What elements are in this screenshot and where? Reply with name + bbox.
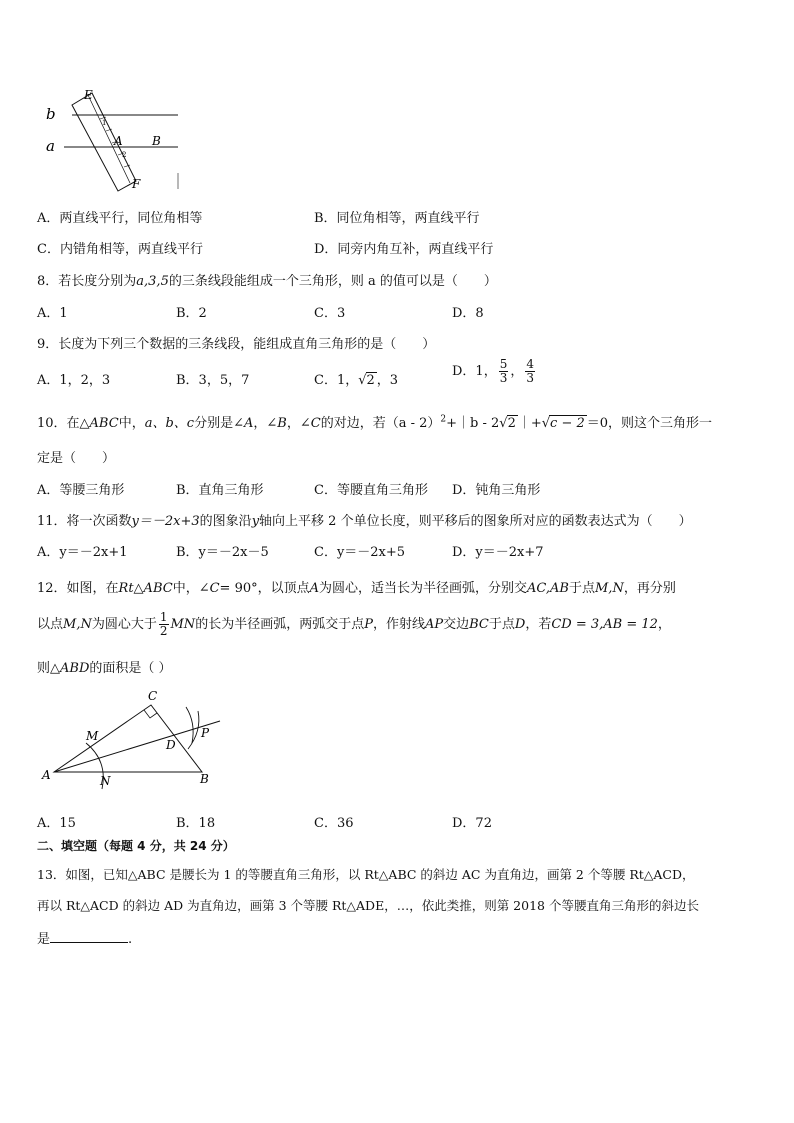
q9-option-d (452, 358, 537, 385)
q10-sup: 2 (440, 414, 447, 425)
q12-rt-abc: Rt△ABC (118, 581, 173, 596)
q9-d-sep: ， (510, 364, 524, 379)
q9-stem: 9．长度为下列三个数据的三条线段，能组成直角三角形的是（ ） (37, 337, 436, 352)
q12-stem-line1 (37, 577, 676, 596)
q9-d-frac2 (525, 358, 535, 385)
q12-t1j: ，再分别 (623, 581, 676, 596)
q9-option-c: C．1，√2 ，3 (314, 373, 399, 388)
q12-given-values: CD = 3,AB = 12 (551, 617, 658, 632)
q12-vertex-a: A (309, 581, 320, 596)
q7-label-b: b (46, 105, 56, 123)
q9-option-b: B．3，5，7 (176, 373, 250, 388)
q7-option-c: C．内错角相等，两直线平行 (37, 242, 203, 257)
q10-text-11: +｜b - 2 (446, 416, 500, 431)
q9-d-frac2-den: 3 (526, 371, 534, 385)
q12-side-bc: BC (469, 617, 489, 632)
q12-point-d: D (514, 617, 526, 632)
q11-function: y＝－2x+3 (131, 514, 200, 529)
q10-option-d: D．钝角三角形 (452, 483, 541, 498)
q10-text-6: ，∠ (253, 416, 278, 431)
q12-ac-ab: AC,AB (527, 581, 569, 596)
q13-line2: 再以 Rt△ACD 的斜边 AD 为直角边，画第 3 个等腰 Rt△ADE，…，依此类推，则第 2018 个等腰直角三角形的斜边长 (37, 898, 699, 913)
q11-text-3: 轴向上平移 2 个单位长度，则平移后的图象所对应的函数表达式为（ ） (259, 514, 692, 529)
q10-text-12: ｜+ (517, 416, 542, 431)
q11-stem (37, 510, 692, 529)
q12-label-M: M (86, 729, 99, 743)
q12-mn-3: MN (170, 617, 196, 632)
q9-d-prefix: D．1， (452, 364, 497, 379)
q12-t1f: 为圆心，适当长为半径画弧，分别交 (319, 581, 528, 596)
q10-text-10: 的对边，若（a - 2） (320, 416, 441, 431)
q13-text-shi: 是 (37, 932, 51, 947)
q7-label-E: E (84, 88, 93, 102)
q12-frac-num: 1 (159, 610, 168, 624)
q7-label-a: a (46, 137, 55, 155)
q12-t2o: ， (657, 617, 671, 632)
q10-stem-line1: 10．在△ABC中，a、b、c分别是∠A，∠B，∠C的对边，若（a - 2）$^2$+｜b - 2√2 ｜+√c − 2 ＝0，则这个三角形一 (37, 414, 713, 431)
q9-c-suffix: ，3 (376, 373, 399, 388)
q12-point-p: P (364, 617, 373, 632)
q11-text-2: 的图象沿 (199, 514, 252, 529)
q12-ray-ap: AP (424, 617, 444, 632)
q11-option-a: A．y＝－2x+1 (37, 545, 128, 560)
q12-half-frac (159, 611, 169, 638)
q12-angle-c: C (209, 581, 220, 596)
q12-t1b: 中，∠ (172, 581, 210, 596)
q7-option-d: D．同旁内角互补，两直线平行 (314, 242, 494, 257)
q10-angle-b: B (277, 416, 287, 431)
q13-line1: 13．如图，已知△ABC 是腰长为 1 的等腰直角三角形，以 Rt△ABC 的斜边 AC 为直角边，画第 2 个等腰 Rt△ACD， (37, 867, 695, 882)
q12-frac-den: 2 (159, 624, 168, 638)
q12-label-A: A (42, 768, 51, 782)
q12-abd: ABD (60, 661, 90, 676)
q12-option-a: A．15 (37, 816, 76, 831)
q8-vars: a,3,5 (136, 274, 169, 289)
q12-stem-line3 (37, 657, 172, 676)
q12-label-B: B (200, 772, 209, 786)
q12-t1a: 12．如图，在 (37, 581, 119, 596)
q10-angle-c: C (310, 416, 321, 431)
q12-option-b: B．18 (176, 816, 216, 831)
q9-d-frac1-num: 5 (499, 357, 508, 371)
q11-axis: y (251, 514, 260, 529)
q12-t2g: ，作射线 (372, 617, 425, 632)
q12-t2k: 于点 (488, 617, 515, 632)
q10-radicand-2: c − 2 (550, 416, 585, 431)
q9-d-frac2-num: 4 (526, 357, 534, 371)
q8-option-d: D．8 (452, 306, 484, 321)
q12-mn-2: M,N (63, 617, 92, 632)
q12-figure (38, 685, 228, 795)
q12-t2m: ，若 (525, 617, 552, 632)
q12-t2c: 为圆心大于 (91, 617, 157, 632)
q7-option-a: A．两直线平行，同位角相等 (37, 211, 203, 226)
q11-option-d: D．y＝－2x+7 (452, 545, 544, 560)
q10-abc: ABC (89, 416, 119, 431)
q10-radicand-1: 2 (507, 416, 516, 431)
q10-text-13: ＝0，则这个三角形一 (586, 416, 713, 431)
q8-option-a: A．1 (37, 306, 68, 321)
q12-mn: M,N (595, 581, 624, 596)
q10-stem-line2: 定是（ ） (37, 451, 116, 466)
q12-t1h: 于点 (568, 581, 595, 596)
q7-label-A: A (114, 134, 123, 148)
answer-blank[interactable] (50, 930, 128, 943)
q12-option-d: D．72 (452, 816, 492, 831)
section-title: 二、填空题（每题 4 分，共 24 分） (37, 839, 235, 853)
q12-stem-line2 (37, 611, 671, 638)
q10-option-b: B．直角三角形 (176, 483, 264, 498)
q12-t3a: 则△ (37, 661, 60, 676)
q12-t1d: = 90°，以顶点 (219, 581, 310, 596)
q7-label-F: F (132, 177, 141, 191)
q12-option-c: C．36 (314, 816, 354, 831)
q7-label-2: 2 (122, 151, 127, 159)
q12-t3c: 的面积是（ ） (89, 661, 172, 676)
q7-option-b: B．同位角相等，两直线平行 (314, 211, 480, 226)
q12-label-N: N (100, 774, 111, 788)
q11-option-c: C．y＝－2x+5 (314, 545, 406, 560)
q12-label-P: P (201, 726, 210, 740)
q13-line3 (37, 928, 132, 947)
q11-text-1: 11．将一次函数 (37, 514, 132, 529)
q9-c-prefix: C．1， (314, 373, 359, 388)
q10-abc-sides: a、b、c (144, 416, 195, 431)
q8-option-b: B．2 (176, 306, 207, 321)
q8-stem (37, 270, 497, 289)
q7-label-B: B (152, 134, 161, 148)
q10-option-c: C．等腰直角三角形 (314, 483, 428, 498)
q10-text-4: 分别是∠ (194, 416, 244, 431)
q9-d-frac1-den: 3 (499, 371, 508, 385)
q10-text-1: 10．在△ (37, 416, 90, 431)
q8-suffix: 的三条线段能组成一个三角形，则 a 的值可以是（ ） (168, 274, 497, 289)
q13-period: . (128, 932, 133, 947)
q12-label-C: C (148, 689, 158, 703)
q12-t2i: 交边 (443, 617, 470, 632)
q10-text-8: ，∠ (286, 416, 311, 431)
q11-option-b: B．y＝－2x－5 (176, 545, 269, 560)
q8-prefix: 8．若长度分别为 (37, 274, 137, 289)
q7-figure (40, 85, 190, 195)
q12-t2e: 的长为半径画弧，两弧交于点 (195, 617, 365, 632)
q9-option-a: A．1，2，3 (37, 373, 111, 388)
q10-text-2: 中， (118, 416, 145, 431)
q9-d-frac1 (499, 358, 509, 385)
q12-t2a: 以点 (37, 617, 64, 632)
q8-option-c: C．3 (314, 306, 346, 321)
q7-label-1: 1 (102, 119, 107, 127)
q10-angle-a: A (243, 416, 254, 431)
q9-c-radicand: 2 (366, 373, 375, 388)
q10-option-a: A．等腰三角形 (37, 483, 125, 498)
q12-label-D: D (166, 738, 176, 752)
